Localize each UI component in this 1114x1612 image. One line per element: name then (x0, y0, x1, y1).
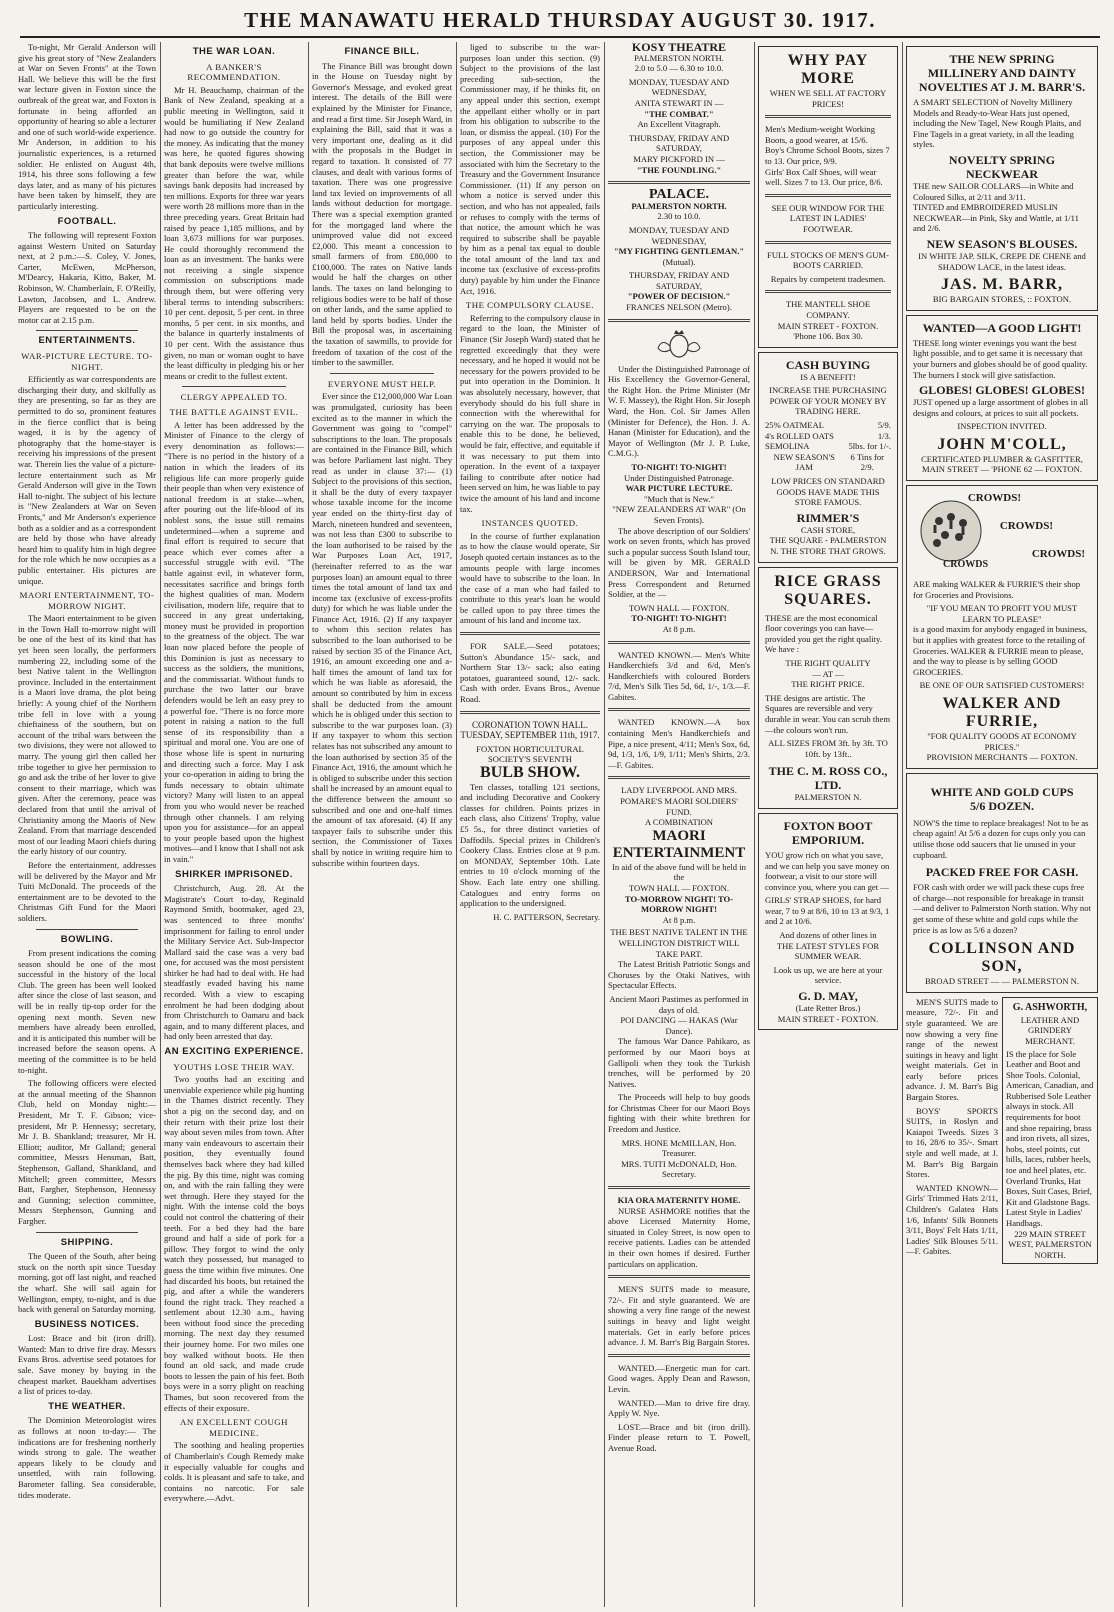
wanted-notice-5: WANTED KNOWN—Girls' Trimmed Hats 2/11, Children's Galatea Hats 1/6, Infants' Silk Bonnets 3/11, Boys' Felt Hats 1/11, Ladies' Silk Blouses 5/11.—F. Gabites. (906, 1182, 998, 1257)
rimmers-subtitle: CASH STORE, (800, 524, 856, 535)
weather-heading: THE WEATHER. (48, 1400, 126, 1412)
column-rule (160, 42, 161, 1607)
separator (765, 241, 891, 244)
walker-address: PROVISION MERCHANTS — FOXTON. (926, 752, 1078, 763)
mccoll-name: JOHN M'COLL, (937, 435, 1067, 453)
boot-emporium-text: YOU grow rich on what you save, and we can help you save money on footwear, a visit to our store will convince you, where you can get — (765, 849, 890, 892)
packed-title: PACKED FREE FOR CASH. (925, 865, 1079, 880)
tomorrow-label: TO-MORROW NIGHT! TO-MORROW NIGHT! (624, 893, 734, 915)
kosy-film-1: "THE COMBAT." (644, 108, 714, 119)
may-address: MAIN STREET - FOXTON. (777, 1013, 879, 1024)
ancient-pastimes: Ancient Maori Pastimes as performed in days of old. (609, 993, 749, 1015)
kosy-vitagraph: An Excellent Vitagraph. (637, 119, 721, 130)
summer-label: THE LATEST STYLES FOR SUMMER WEAR. (776, 940, 880, 962)
now-text: NOW'S the time to replace breakages! Not to be as cheap again! At 5/6 a dozen for cups only you can utilise those odd saucers that lie unused in your cupboard. (913, 817, 1089, 860)
right-price: THE RIGHT PRICE. (791, 679, 865, 690)
packed-text: FOR cash with order we will pack these cups free of charge—not responsible for breakage in transit—and deliver to Palmerston North station. Why not get some of these white and gold cups while the price is as low as 5/6 a dozen? (913, 882, 1091, 935)
ashworth-text: IS the place for Sole Leather and Boot and Shoe Tools. Colonial, American, Canadian, and Rubberised Sole Leather always in stock. All requirements for boot and shoe repairing, brass and iron rivets, all sizes, hobs, steel points, cut bills, laces, rubber heels, toe and heel plates, etc. Overland Trunks, Hat Boxes, Suit Cases, Brief, Kit and Gladstone Bags. Latest Style in Ladies' Handbags. (1006, 1048, 1094, 1228)
separator (460, 632, 600, 635)
good-light-text: THESE long winter evenings you want the best light possible, and to get same it is necessary that your burners and globes should be of good quality. The burners I stock will give satisfaction. (913, 337, 1088, 380)
aid-label: In aid of the above fund will be held in the (612, 861, 746, 883)
shirker-article: Christchurch, Aug. 28. At the Magistrate's Court to-day, Reginald Raymond Smith, bootmaker, aged 23, was sentenced to three months' imprisonment for failing to enrol under the Military Service Act. Sub-Inspector Mallard said the case was a very bad one, for accused was the most persistent shirker he had had to deal with. He had steadfastly evaded having his name recorded. With a view to escaping enrolment he had been dodging about from Christchurch to Oamaru and back again, and to many different places, and had only been arrested that day. (164, 883, 304, 1042)
shipping-article: The Queen of the South, after being stuck on the north spit since Tuesday morning, got off last night, and reached the wharf. She will sail again for Wellington, empty, to-night, and is due back with general on Saturday morning. (18, 1251, 156, 1315)
entertainments-heading: ENTERTAINMENTS. (38, 335, 136, 347)
kosy-days-1: MONDAY, TUESDAY AND WEDNESDAY, (628, 76, 730, 98)
mantell-address: MAIN STREET - FOXTON. (777, 320, 879, 331)
cough-article: The soothing and healing properties of Chamberlain's Cough Remedy make it especially valuable for coughs and colds. It is pleasant and safe to take, and contains no narcotic. For sale everywhere.—Advt. (164, 1440, 304, 1504)
crowds-2: CROWDS! (999, 520, 1053, 533)
separator (36, 1232, 138, 1233)
blouses-title: NEW SEASON'S BLOUSES. (926, 236, 1078, 251)
price-row (765, 441, 891, 452)
bulb-show-text: Ten classes, totalling 121 sections, and including Decorative and Cookery classes for children. Points prizes in each class, also Citizens' Trophy, value £5 5s., for three distinct varieties of Daffodils. Special prizes in Children's Cookery Class. Entries close at 9 p.m. on MONDAY, September 10th. Late entries to 10 o'clock morning of the Show. Each late entry one shilling. Catalogues and entry forms on application to the undersigned. (460, 781, 600, 909)
at-label: — AT — (812, 668, 844, 679)
cash-buying-title: CASH BUYING (785, 357, 871, 372)
may-name: G. D. MAY, (798, 989, 858, 1004)
time-label-2: At 8 p.m. (662, 914, 696, 925)
crowds-1: CROWDS! (967, 492, 1021, 505)
bulb-show-society: FOXTON HORTICULTURAL SOCIETY'S SEVENTH (476, 743, 584, 765)
walker-subtitle: "FOR QUALITY GOODS AT ECONOMY PRICES." (927, 731, 1077, 752)
column-6 (758, 42, 898, 1607)
walker-text: ARE making WALKER & FURRIE'S their shop for Groceries and Provisions. (913, 579, 1081, 600)
lost-notice: LOST.—Brace and bit (iron drill). Finder please return to T. Powell, Avenue Road. (608, 1421, 750, 1453)
palace-star-2: FRANCES NELSON (Metro). (626, 302, 732, 313)
war-picture-lecture-title: WAR PICTURE LECTURE. (625, 483, 733, 494)
separator (608, 1186, 750, 1189)
may-late: (Late Retter Bros.) (795, 1003, 861, 1014)
neckwear-title: NOVELTY SPRING NECKWEAR (948, 152, 1056, 181)
separator (460, 711, 600, 714)
wanted-notice-2: WANTED KNOWN.—A box containing Men's Handkerchiefs and Pipe, a nice present, 4/11; Men's Sox, 6d, 9d, 1/3, 1/6, 1/9, 1/11; Men's Shirts, 2/3.—F. Gabites. (608, 717, 750, 770)
instances-heading: INSTANCES QUOTED. (481, 518, 579, 529)
column-4 (460, 42, 600, 1607)
crowds-3: CROWDS! (1031, 548, 1085, 561)
town-hall-label-2: TOWN HALL — FOXTON. (628, 883, 730, 893)
smart-selection: A SMART SELECTION of Novelty Millinery Models and Ready-to-Wear Hats just opened, including the New Tagel, New Rough Plaits, and Fine Tagels in a great variety, in all the leading styles. (913, 97, 1081, 150)
column-5 (608, 42, 750, 1607)
tonight-label: TO-NIGHT! TO-NIGHT! (631, 462, 727, 472)
rimmers-title: RIMMER'S (796, 510, 860, 525)
maxim-text: is a good maxim for anybody engaged in business, but it applies with greatest force to the retailing of Groceries. WALKER & FURRIE mean to please, and the way to please is by selling GOOD GROCERIES. (913, 624, 1087, 677)
boots-item-3: Girls' Box Calf Shoes, will wear well. Sizes 7 to 13. Our price, 8/6. (765, 166, 883, 188)
barr-subtitle: BIG BARGAIN STORES, :: FOXTON. (932, 294, 1072, 305)
kosy-theatre-ad (608, 42, 750, 175)
compulsory-clause-article: Referring to the compulsory clause in regard to the loan, the Minister of Finance (Sir Joseph Ward) stated that he regretted exceedingly that they were necessary, and he hoped it would not be necessary for the powers provided to be put into operation in the Dominion. It was absolutely necessary, however, that everybody should do his full share in connection with the wherewithal for carrying on the war. The proposals to enable this to be done, he believed, would be fair, effective, and equitable if it was necessary to put them into operation. In the event of a taxpayer failing to contribute after notice had been served on him, he was liable to pay twice the amount of his land and income tax. (460, 312, 600, 514)
patronage-text: Under the Distinguished Patronage of His Excellency the Governor-General, the Right Hon. the Prime Minister (Mr W. F. Massey), the Right Hon. Sir Joseph Ward, the Hon. Col. Sir James Allen (Minister for Defence), the Hon. J. A. Hanan (Minister for Education), and the Mayor of Wellington (Mr J. P. Luke, C.M.G.). (608, 363, 750, 459)
price-row (765, 452, 891, 473)
why-pay-more-title: WHY PAY MORE (787, 52, 869, 87)
separator (182, 386, 286, 387)
football-heading: FOOTBALL. (57, 215, 117, 227)
ross-ad (758, 567, 898, 809)
sailor-collars: THE new SAILOR COLLARS—in White and Coloured Silks, at 2/11 and 3/11. (913, 180, 1074, 202)
increase-text: INCREASE THE PURCHASING POWER OF YOUR MONEY BY TRADING HERE. (769, 385, 887, 417)
separator (608, 1275, 750, 1278)
spring-millinery-title: THE NEW SPRING MILLINERY AND DAINTY NOVELTIES AT J. M. BARR'S. (918, 52, 1086, 94)
latest-songs: The Latest British Patriotic Songs and Choruses by the Otaki Natives, with Spectacular Effects. (608, 959, 750, 991)
sizes-text: ALL SIZES FROM 3ft. by 3ft. TO 10ft. by 13ft.. (768, 738, 888, 759)
benefit-label: IS A BENEFIT! (800, 371, 856, 382)
kia-ora-text: NURSE ASHMORE notifies that the above Licensed Maternity Home, situated in Coley Street, is now open to receive patients. Ladies can be attended in their own homes if desired. Further particulars on application. (608, 1205, 750, 1269)
mens-suits-notice: MEN'S SUITS made to measure, 72/-. Fit and style guaranteed. We are showing a very fine range of the newest suitings in heavy and light weight materials. Get in early before prices advance. J. M. Barr's Big Bargain Stores. (608, 1284, 750, 1348)
bottom-left-notices (906, 997, 998, 1265)
cups-price: 5/6 DOZEN. (969, 798, 1034, 813)
finance-bill-article: The Finance Bill was brought down in the House on Tuesday night by Governor's Message, and evoked great interest. The details of the Bill were explained by the Minister for Finance, and read a first time. Sir Joseph Ward, in explaining the Bill, said that it was a very important one, dealing as it did with the proposals in the Budget in regard to taxation. It consisted of 77 clauses, and dealt with various forms of taxation. There was one progressive land tax levied on improvements of all lands without deduction for mortgage. There was a special exemption granted for the mortgaged land where the unimproved value did not exceed £2,000. This meant a concession to small farmers of from £80,000 to £100,000. The rates on Native lands would be half the charges on other lands. The taxes on land belonging to religious bodies were to be half of those on other lands, and the same applied to land held by sports bodies. Under the Bill the proposal was, in ascertaining the taxation of sawmills, to provide for freedom of taxation of the cost of the timber to the sawmiller. (312, 60, 452, 368)
muslin-neckwear: TINTED and EMBROIDERED MUSLIN NECKWEAR—in Pink, Sky and Wattle, at 1/11 and 2/6. (913, 202, 1079, 234)
separator (608, 641, 750, 644)
boys-suits-notice: BOYS' SPORTS SUITS, in Roslyn and Kaiapoi Tweeds. Sizes 3 to 16, 28/6 to 35/-. Smart style and well made, at J. M. Barr's Big Bargain Stores. (906, 1105, 998, 1180)
rimmers-address: THE SQUARE - PALMERSTON N. THE STORE THAT GROWS. (769, 535, 887, 556)
war-loan-heading: THE WAR LOAN. (192, 46, 276, 57)
war-picture-heading: WAR-PICTURE LECTURE. TO-NIGHT. (21, 351, 153, 372)
mantell-phone: 'Phone 106. Box 30. (793, 331, 863, 342)
separator (330, 373, 434, 374)
palace-film-2: "POWER OF DECISION." (627, 291, 731, 302)
globes-text: JUST opened up a large assortment of globes in all designs and colours, at prices to suit all pockets. (913, 397, 1089, 418)
factory-prices: WHEN WE SELL AT FACTORY PRICES! (769, 88, 887, 109)
compulsory-clause-heading: THE COMPULSORY CLAUSE. (465, 300, 595, 311)
crowds-banner (913, 491, 1091, 575)
kia-ora-heading: KIA ORA MATERNITY HOME. (617, 1195, 741, 1206)
combination-label: A COMBINATION (644, 817, 714, 828)
shannon-article: The following officers were elected at the annual meeting of the Shannon Club, held on Monday night:—President, Mr T. F. Gibson; vice-president, Mr P. Hennessy; secretary, Mr J. B. Shankland; treasurer, Mr H. Elliott; auditor, Mr Galland; general committee, Messrs Hensman, Batt, Stephenson, Galland, Shankland, and Mitchell; green committee, Messrs Batt, Fargher, Stephenson, Hennessy and Gunning; selection committee, Messrs Stephenson, Gunning and Fargher. (18, 1078, 156, 1226)
business-notices-article: Lost: Brace and bit (iron drill). Wanted: Man to drive fire dray. Messrs Evans Bros. advertise seed potatoes for sale. Save money by buying in the cheapest market. Bauekham advertises a list of prices to-day. (18, 1333, 156, 1397)
war-loan-article: Mr H. Beauchamp, chairman of the Bank of New Zealand, speaking at a public meeting in Wellington, said it would be humiliating if New Zealand had now to go outside the country for the money. As indicating that the money was here, he quoted figures showing that bank deposits were twelve millions greater than before the war, while savings bank deposits had increased by ten millions. Exports for three war years were worth 28 millions more than in the three preceding years. Great Britain had raised by peace 1,185 millions, and by loan 3,673 millions for war purposes. He could thoroughly recommend the loan as an investment. The banks were not receiving a single sixpence commission on subscriptions made through them, but were offering very liberal terms to intending subscribers: 10 per cent. deposit, 5 per cent. in three months, 5 per cent. in six months, and the balance in quarterly instalments of 10 per cent. With the assistance thus given, no man or woman ought to have the least difficulty in pledging his or her means or credit to the fullest extent. (164, 84, 304, 381)
boots-item-2: Boy's Chrome School Boots, sizes 7 to 13. Our price, 9/9. (765, 145, 890, 166)
separator (608, 776, 750, 779)
much-new: "Much that is New." (644, 493, 714, 504)
tonight-label-2: TO-NIGHT! TO-NIGHT! (631, 613, 727, 624)
may-boot-ad (758, 813, 898, 1030)
price-value: 5/9. (877, 420, 891, 431)
price-item: 25% OATMEAL (765, 420, 824, 431)
palace-days-2: THURSDAY, FRIDAY AND SATURDAY, (628, 270, 730, 291)
business-notices-heading: BUSINESS NOTICES. (34, 1318, 140, 1330)
tonight-banner (608, 462, 750, 473)
gum-boots: FULL STOCKS OF MEN'S GUM-BOOTS CARRIED. (767, 249, 889, 271)
crowds-image-text: CROWDS (943, 559, 989, 571)
signature-2: MRS. TUITI McDONALD, Hon. Secretary. (621, 1158, 737, 1180)
separator (608, 319, 750, 322)
girls-shoes: GIRLS' STRAP SHOES, for hard wear, 7 to 9 at 8/6, 10 to 13 at 9/3, 1 and 2 at 10/6. (765, 895, 890, 927)
rice-grass-text: THESE are the most economical floor coverings you can have—provided you get the right quality. We have : (765, 612, 882, 655)
ashworth-subtitle: LEATHER AND GRINDERY MERCHANT. (1020, 1014, 1080, 1046)
column-rule (308, 42, 309, 1607)
kosy-star-2: MARY PICKFORD IN — (633, 153, 725, 164)
wanted-notice-1: WANTED KNOWN.— Men's White Handkerchiefs 3/d and 6/d, Men's Handkerchiefs with coloured Borders 7/d, Men's Silk Ties 5d, 6d, 1/-, 1/3.—F. Gabites. (608, 649, 750, 702)
everyone-must-help-article: Ever since the £12,000,000 War Loan was promulgated, curiosity has been excited as to the manner in which the Government was going to "compel" subscriptions to the loan. The proposals are contained in the Finance Bill, which was before Parliament last night. They read as under in clause 37:— (1) Subject to the provisions of this section, it shall be the duty of every taxpayer whose taxable income for the income year ended on the thirty-first day of March, nineteen hundred and seventeen, was not less than £300 to subscribe to the loan authorised to be raised by the War Purposes Loan Act, 1917, (hereinafter referred to as the war purposes loan) an amount equal to three times the total amount of land tax and income tax (exclusive of excess-profits duty) for which he was liable under the Finance Act, 1916. (2) If any taxpayer to whom this section relates has subscribed to the loan authorised to be raised by section 35 of the Finance Act, 1916, an amount exceeding one and a-half times the amount of land tax for which he was liable as aforesaid, the amount so contributed by him in excess shall be deducted from the amount which he is obliged under this section to subscribe to the war purposes loan. (3) If any taxpayer to whom this section relates has not subscribed any amount to the loan authorised by section 35 of the Finance Act, 1916, the amount which he is obliged to subscribe under this section shall be increased by an amount equal to the difference between the amount so subscribed and one and one-half times the amount of tax aforesaid. (4) If any taxpayer fails to subscribe under this section, the Commissioner of Taxes shall by notice in writing require him to subscribe within fourteen days. (312, 391, 452, 868)
instances-article: In the course of further explanation as to how the clause would operate, Sir Joseph quoted certain instances as to the amounts people with large incomes would have to subscribe to the loan. In the case of a man who had failed to contribute to this year's loan he would be called upon to pay three times the amount of his land and income tax. (460, 530, 600, 626)
price-item: SEMOLINA (765, 441, 810, 452)
cough-heading: AN EXCELLENT COUGH MEDICINE. (179, 1417, 289, 1438)
palace-times: 2.30 to 10.0. (657, 211, 701, 222)
dozens-label: And dozens of other lines in (779, 930, 877, 941)
finance-continued-article: liged to subscribe to the war-purposes loan under this section. (9) Subject to the provisions of the last preceding sub-section, the Commissioner may, if he thinks fit, on any appeal under this section, exempt the appellant either wholly or in part from his obligation to subscribe to the loan, or dismiss the appeal. (10) For the purposes of any appeal under this section, the Commissioner may be associated with him the Secretary to the Treasury and the Government Insurance Commissioner. (11) If any person on whom a notice is served under this section, and who has not appealed, fails or refuses to comply with the terms of that notice, the amount which he was required to subscribe shall be payable by him as a penal tax equal to double the total amount of the land tax and income tax (exclusive of excess-profits duty) payable by him under the Finance Act, 1916. (460, 42, 600, 296)
wanted-notice-4: WANTED.—Man to drive fire dray. Apply W. Nye. (608, 1397, 750, 1419)
mens-suits-notice-2: MEN'S SUITS made to measure, 72/-. Fit and style guaranteed. We are now showing a very fine range of the newest suitings in heavy and light weight materials. Get in early before prices advance. J. M. Barr's Big Bargain Stores. (906, 996, 998, 1103)
town-hall-label: TOWN HALL — FOXTON. (628, 602, 730, 613)
maori-entertainment-heading: MAORI ENTERTAINMENT, TO-MORROW NIGHT. (19, 590, 155, 611)
see-window: SEE OUR WINDOW FOR THE LATEST IN LADIES' FOOTWEAR. (771, 202, 885, 234)
clergy-subheading: THE BATTLE AGAINST EVIL. (169, 407, 299, 417)
wanted-notice-3: WANTED.—Energetic man for cart. Good wages. Apply Dean and Rawson, Levin. (608, 1362, 750, 1394)
be-one: BE ONE OF OUR SATISFIED CUSTOMERS! (919, 680, 1085, 691)
palace-title: PALACE. (648, 187, 710, 203)
if-you-mean: "IF YOU MEAN TO PROFIT YOU MUST LEARN TO PLEASE" (926, 603, 1078, 624)
separator (36, 330, 138, 331)
walker-name: WALKER AND FURRIE, (942, 695, 1062, 730)
rimmers-ad (758, 352, 898, 563)
palace-location: PALMERSTON NORTH. (631, 200, 727, 211)
price-value: 6 Tins for 2/9. (850, 451, 884, 473)
price-row (765, 431, 891, 442)
rice-grass-title: RICE GRASS SQUARES. (774, 572, 882, 608)
inspection-label: INSPECTION INVITED. (957, 421, 1047, 432)
boots-item-1: Men's Medium-weight Working Boots, a good wearer, at 15/6. (765, 124, 876, 145)
globes-title: GLOBES! GLOBES! GLOBES! (918, 383, 1086, 398)
price-item: NEW SEASON'S JAM (773, 451, 835, 473)
everyone-must-help-heading: EVERYONE MUST HELP. (327, 378, 437, 389)
ross-name: THE C. M. ROSS CO., LTD. (768, 764, 888, 793)
price-value: 1/3. (877, 430, 891, 441)
kosy-theatre-title: KOSY THEATRE (631, 42, 727, 54)
good-light-title: WANTED—A GOOD LIGHT! (922, 320, 1082, 335)
football-article: The following will represent Foxton against Western United on Saturday next, at 2 p.m.:—S. Coley, V. Jones, Carter, McEwen, McPherson, M'Dearcy, Hakaria, Kitto, Baker, M. Robinson, W. Chamberlain, F. O'Reilly, Lawton, Jacobsen, and L. Andrew. Players are requested to be on the motor car at 2.15 p.m. (18, 230, 156, 325)
signature-1: MRS. HONE McMILLAN, Hon. Treasurer. (621, 1137, 737, 1159)
column-3 (312, 42, 452, 1607)
exciting-heading: AN EXCITING EXPERIENCE. (164, 1046, 304, 1058)
collinson-name: COLLINSON AND SON, (928, 940, 1076, 976)
proceeds-text: The Proceeds will help to buy goods for Christmas Cheer for our Maori Boys fighting with their white brethren for Freedom and Justice. (608, 1092, 750, 1135)
designs-text: THE designs are artistic. The Squares are reversible and very durable in wear. You can scrub them—the colours won't run. (765, 692, 891, 735)
best-talent: THE BEST NATIVE TALENT IN THE WELLINGTON DISTRICT WILL TAKE PART. (610, 927, 748, 959)
poi-dancing: POI DANCING — HAKAS (War Dance). (620, 1015, 738, 1036)
kosy-star-1: ANITA STEWART IN — (634, 97, 724, 108)
famous-war-dance: The famous War Dance Pahikaro, as performed by our Maori boys at Gallipoli when they took the Turkish trenches, will be performed by 20 Natives. (608, 1036, 750, 1089)
repairs: Repairs by competent tradesmen. (770, 273, 886, 284)
column-rule (604, 42, 605, 1607)
clergy-article: A letter has been addressed by the Minister of Finance to the clergy of every denomination as follows:— "There is no period in the history of a nation in which the leaders of its religious life can more properly guide their people than when very existence of national freedom is at stake—when, after pouring out the life-blood of its noblest sons, the issue still remains undetermined—when a supreme and final effort is required to secure that peace which ever comes after a successful struggle with evil. "The battle against evil, in whatever form, necessitates sacrifice and brings forth the highest qualities of man. Modern civilisation, modern life, require that to succeed in any great undertaking, money must be provided in proportion to the greatness of the object. The war loan now placed before the people of this Dominion is just as necessary to success as the soldiers, the munitions, and the commissariat. Without funds to purchase the two latter our brave defenders would be left an easy prey to a powerful foe. "There is no force more potent in raising a nation to the full sense of its responsibility than a spiritual and moral one. You are one of those whose life is spent in nurturing and directing such a force. May I ask your co-operation in aiding to bring the funds necessary to obtain ultimate victory? Many will listen to an appeal from you who would never be reached through other channels. I am relying upon you for assistance—for an appeal to your people based upon the highest motives—and I know that I shall not ask in vain." (164, 419, 304, 864)
nz-at-war: "NEW ZEALANDERS AT WAR" (On Seven Fronts). (612, 504, 746, 525)
for-sale-notice: FOR SALE.—Seed potatoes; Sutton's Abundance 15/- sack, and Northern Star 13/- sack; also eating potatoes, guaranteed sound, 12/- sack. Cash with order. Evans Bros., Avenue Road. (460, 641, 600, 705)
separator (608, 708, 750, 711)
look-label: Look us up, we are here at your service. (773, 964, 883, 986)
mantell-name: THE MANTELL SHOE COMPANY. (785, 299, 871, 320)
war-picture-article: Efficiently as war correspondents are discharging their duty, and skilfully as they are presenting, so far as they are permitted to do so, prominent features in the fierce conflict that is being waged, it is by the agency of photography that the home-stayer is receiving his impressions of the present war. Therein lies the value of a picture-lecture entertainment such as Mr Gerald Anderson will give in the Town Hall to-night. The subject of his lecture is "New Zealanders at War on Seven Fronts," and Mr Anderson's experience both as a soldier and as a correspondent are held by those who have already heard him to qualify him in high degree for the role which he now occupies as a public entertainer. His pictures are unique. (18, 374, 156, 586)
kosy-film-2: "THE FOUNDLING." (636, 164, 722, 175)
right-quality: THE RIGHT QUALITY (785, 657, 871, 668)
palace-days-1: MONDAY, TUESDAY AND WEDNESDAY, (628, 224, 730, 246)
exciting-article: Two youths had an exciting and unenviable experience while pig hunting in the Thames district recently. They shot a pig on the second day, and on their return with their prize lost their way about seven miles from town. After many vain endeavours to ascertain their position, they eventually found themselves back where they had killed the pig. By this time, night was coming on, and with the rain falling they were wet through. Here they stayed for the night. With the intense cold the boys could not control the chattering of their teeth. For a bed they had the bare ground and half a side of pork for a pillow. They forgot to wind the only watch they possessed, but managed to guess the time within five minutes. One had discarded his boots, but retained the pig, and after a while the wanderers found the right track. They reached a settlement about 12.30 a.m., having been without food since the preceding morning. The next day they resumed their journey home. For two miles one boy walked without boots. He then found an old sack, and made crude boots to lessen the pain of his feet. Both boys were in a sorry plight on reaching Thames, but soon recovered from the effects of their exposure. (164, 1074, 304, 1413)
bowling-article: From present indications the coming season should be one of the most successful in the history of the local Club. The green has been well looked after since the close of last season, and will be in really tip-top order for the opening next month. Seven new members have already been enrolled, and it is anticipated this number will be increased before the season opens. A meeting of the committee is to be held to-night. (18, 948, 156, 1075)
price-row (765, 420, 891, 431)
column-rule (902, 42, 903, 1607)
walker-furrie-ad (906, 485, 1098, 769)
price-list (765, 420, 891, 473)
maori-entertainment-title: MAORI ENTERTAINMENT (612, 827, 746, 861)
ross-location: PALMERSTON N. (794, 792, 862, 803)
column-rule (754, 42, 755, 1607)
mantell-shoe-ad (758, 46, 898, 348)
bulb-show-signature: H. C. PATTERSON, Secretary. (493, 911, 600, 922)
kosy-location: PALMERSTON NORTH. (634, 52, 724, 63)
intro-article: To-night, Mr Gerald Anderson will give his great story of "New Zealanders at War on Seven Fronts" at the Town Hall. We believe this will be the first war lecture given in Foxton since the outbreak of the great war, and Foxton is fortunate in being afforded an opportunity of hearing so able a lecturer and one of such world-wide experience. Mr Anderson, in addition to his journalistic experiences, is a returned soldier. He enlisted on August 4th, 1914, his three sons following a few days later, and as many of his pictures have been taken by himself, they are particularly interesting. (18, 42, 156, 211)
time-label: At 8 p.m. (662, 623, 696, 634)
palace-film-1: "MY FIGHTING GENTLEMAN." (613, 246, 745, 257)
column-2 (164, 42, 304, 1607)
mccoll-subtitle: CERTIFICATED PLUMBER & GASFITTER, (921, 453, 1083, 464)
separator (608, 181, 750, 184)
collinson-address: BROAD STREET — — PALMERSTON N. (924, 976, 1080, 987)
collinson-ad (906, 773, 1098, 993)
kosy-times: 2.0 to 5.0 — 6.30 to 10.0. (634, 63, 724, 74)
cups-title: WHITE AND GOLD CUPS (930, 784, 1074, 799)
separator (765, 290, 891, 293)
ashworth-address: 229 MAIN STREET WEST, PALMERSTON NORTH. (1008, 1228, 1092, 1260)
shipping-heading: SHIPPING. (60, 1236, 114, 1248)
lady-liverpool-heading: LADY LIVERPOOL AND MRS. POMARE'S MAORI SOLDIERS' FUND. (620, 785, 738, 817)
column-7 (906, 42, 1098, 1607)
bulb-show-title: BULB SHOW. (480, 764, 580, 781)
bottom-ads-row (906, 997, 1098, 1265)
royal-crest-icon (654, 328, 704, 360)
boot-emporium-title: FOXTON BOOT EMPORIUM. (783, 818, 873, 847)
ashworth-ad (1002, 997, 1098, 1265)
price-value: 5lbs. for 1/-. (848, 441, 891, 452)
separator (608, 1354, 750, 1357)
bulb-show-ad (460, 720, 600, 923)
separator (765, 194, 891, 197)
finance-bill-heading: FINANCE BILL. (344, 46, 420, 57)
column-rule (456, 42, 457, 1607)
separator (765, 115, 891, 118)
bowling-heading: BOWLING. (60, 933, 114, 945)
blouses-text: IN WHITE JAP. SILK, CREPE DE CHENE and SHADOW LACE, in the latest ideas. (918, 250, 1086, 272)
barr-millinery-ad (906, 46, 1098, 311)
palace-mutual: (Mutual). (662, 256, 696, 267)
clergy-heading: CLERGY APPEALED TO. (180, 392, 288, 403)
under-patronage: Under Distinguished Patronage. (623, 472, 735, 483)
palace-theatre-ad (608, 187, 750, 313)
separator (36, 929, 138, 930)
shirker-heading: SHIRKER IMPRISONED. (175, 868, 293, 880)
exciting-subheading: YOUTHS LOSE THEIR WAY. (173, 1061, 295, 1072)
kosy-days-2: THURSDAY, FRIDAY AND SATURDAY, (628, 132, 730, 154)
ashworth-name: G. ASHWORTH, (1012, 1001, 1088, 1013)
lecture-description: The above description of our Soldiers' work on seven fronts, which has proved such a popular success South Island tour, will be given by MR. GERALD ANDERSON, War and International Press Correspondent and Returned Soldier, at the — (608, 525, 750, 600)
war-loan-subheading: A BANKER'S RECOMMENDATION. (187, 61, 281, 83)
maori-entertainment-article: The Maori entertainment to be given in the Town Hall to-morrow night will be one of the best of its kind that has yet been seen locally, the performers numbering 22, including some of the best Native talent in the Wellington province. Included in the entertainment is a Maori love drama, the plot being briefly: A young chief of the Northern tribe fell in love with a young chieftainess of the southern, but on account of the tribal wars between the two divisions, they were not allowed to marry. The young girl then called her tribe together to give her permission to go and ask the tribe of her lover to give consent to their marriage, which was given. After the ceremony, peace was declared from that until the arrival of Christianity among the Maoris of New Zealand. From that marriage descended most of our leading Maori chiefs during the early history of our country. (18, 613, 156, 857)
price-item: 4's ROLLED OATS (765, 430, 834, 441)
weather-article: The Dominion Meteorologist wires as follows at noon to-day:— The indications are for freshening northerly winds strong to gale. The weather appears likely to be cloudy and unsettled, with rain following. Barometer falling. Sea considerable, tides moderate. (18, 1415, 156, 1500)
low-prices: LOW PRICES ON STANDARD GOODS HAVE MADE THIS STORE FAMOUS. (771, 476, 885, 508)
maori-entertainment-article-2: Before the entertainment, addresses will be delivered by the Mayor and Mr Tuiti McDonald. The proceeds of the entertainment are to be devoted to the Christmas Gift Fund for the Maori soldiers. (18, 859, 156, 923)
masthead: THE MANAWATU HERALD THURSDAY AUGUST 30. 1917. (20, 6, 1100, 38)
bulb-show-date: TUESDAY, SEPTEMBER 11th, 1917. (460, 730, 600, 741)
mccoll-address: MAIN STREET — 'PHONE 62 — FOXTON. (922, 464, 1082, 475)
coronation-heading: CORONATION TOWN HALL. (472, 719, 588, 730)
barr-name: JAS. M. BARR, (941, 276, 1063, 294)
column-1 (18, 42, 156, 1607)
mccoll-ad (906, 315, 1098, 481)
